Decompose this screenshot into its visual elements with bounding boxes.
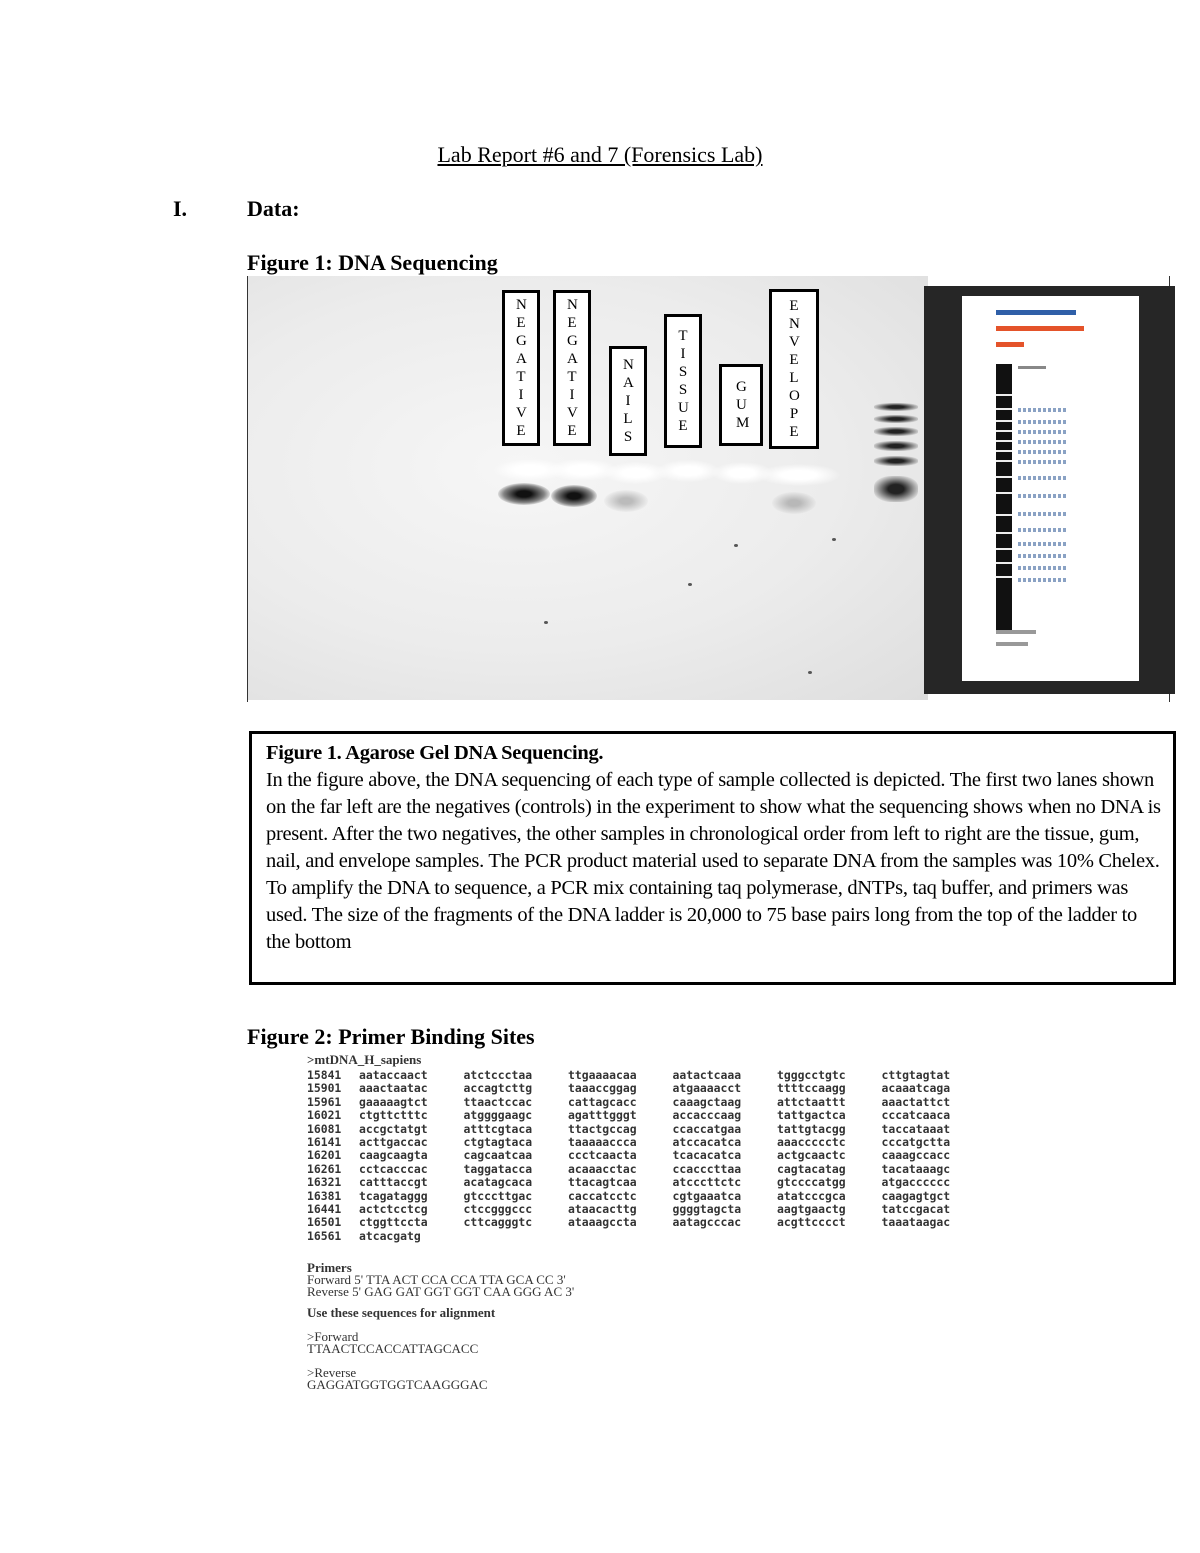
sequence-table [307,1069,1007,1243]
sequence-chunk: caaagctaag [672,1094,742,1109]
sequence-chunk: acaaatcaga [881,1081,951,1096]
sequence-chunk: tattgtacgg [777,1121,846,1136]
sequence-chunk: atggggaagc [463,1108,533,1123]
section-number: I. [173,196,188,221]
ladder-track-band [996,532,1012,534]
ladder-band [874,476,918,502]
sequence-chunk: taccataaat [881,1121,951,1136]
lane-label-negative-1 [502,290,540,446]
ladder-size-label [1018,408,1066,412]
sequence-chunk: caaagccacc [881,1148,951,1163]
sequence-position: 16321 [307,1175,342,1190]
ladder-band [874,403,918,411]
sequence-row [307,1082,1007,1095]
sequence-chunk: tacataaagc [881,1161,951,1176]
sequence-position: 16021 [307,1108,342,1123]
ladder-track-band [996,394,1012,396]
caption-title: Figure 1. Agarose Gel DNA Sequencing. [266,742,604,764]
gel-well [758,464,840,486]
sequence-chunk: gtccccatgg [777,1175,846,1190]
ladder-track-band [996,514,1012,516]
sequence-position: 16501 [307,1215,342,1230]
sequence-row [307,1123,1007,1136]
ladder-track-band [996,450,1012,452]
sequence-chunk: caagagtgct [881,1188,951,1203]
sequence-chunk: acgttcccct [777,1215,846,1230]
sequence-chunk: ataaagccta [568,1215,637,1230]
ladder-track-band [996,548,1012,550]
ladder-track-band [996,562,1012,564]
sequence-row [307,1069,1007,1082]
forward-primer: Forward 5' TTA ACT CCA CCA TTA GCA CC 3' [307,1272,566,1288]
sequence-chunk: ctgtagtaca [463,1135,533,1150]
sequence-chunk: cattagcacc [568,1094,637,1109]
ladder-track-band [996,576,1012,578]
sequence-header: >mtDNA_H_sapiens [307,1052,422,1067]
gel-band-envelope [772,492,816,514]
sequence-chunk: ttgaaaacaa [568,1068,637,1082]
primers-title: Primers [307,1260,352,1276]
sequence-chunk: ctgttctttc [359,1108,428,1123]
lane-label-text: NEGATIVE [567,297,578,439]
ladder-size-label [1018,420,1066,424]
ladder-size-label [1018,578,1066,582]
sequence-position: 16381 [307,1188,342,1203]
sequence-chunk: ccaccatgaa [672,1121,742,1136]
forward-sequence: TTAACTCCACCATTAGCACC [307,1341,479,1357]
ladder-card-footnote [996,642,1028,646]
sequence-chunk: atccacatca [672,1135,742,1150]
sequence-chunk: atcccttctc [672,1175,742,1190]
figure1-caption [249,731,1176,985]
sequence-chunk: tatccgacat [881,1202,951,1217]
sequence-row [307,1096,1007,1109]
gel-speck [832,538,836,541]
sequence-chunk: tattgactca [777,1108,846,1123]
ladder-size-label [1018,566,1066,570]
sequence-chunk: taaaccggag [568,1081,637,1096]
ladder-card-subtitle-line [996,326,1084,331]
sequence-chunk: cccatgctta [881,1135,951,1150]
sequence-chunk: catttaccgt [359,1175,428,1190]
sequence-chunk: caagcaagta [359,1148,428,1163]
sequence-chunk: ttaactccac [463,1094,533,1109]
sequence-position: 15901 [307,1081,342,1096]
sequence-chunk: cccatcaaca [881,1108,951,1123]
gel-speck [808,671,812,674]
lane-label-gum [719,364,763,446]
caption-body: In the figure above, the DNA sequencing of each type of sample collected is depicted. The first two lanes shown on the far left are the negatives (controls) in the experiment to show what the sequencing shows when no DNA is present. After the two negatives, the other samples in chronological order from left to right are the tissue, gum, nail, and envelope samples. The PCR product material used to separate DNA from the samples was 10% Chelex. To amplify the DNA to sequence, a PCR mix containing taq polymerase, dNTPs, taq buffer, and primers was used. The size of the fragments of the DNA ladder is 20,000 to 75 base pairs long from the top of the ladder to the bottom [266,769,1161,953]
ladder-track-band [996,440,1012,442]
sequence-chunk: aaaccccctc [777,1135,846,1150]
ladder-band [874,415,918,423]
forward-label: >Forward [307,1329,359,1345]
sequence-chunk [464,1230,569,1243]
gel-figure [247,276,1170,702]
sequence-chunk [568,1230,673,1243]
sequence-chunk: gaaaaagtct [359,1094,428,1109]
sequence-chunk: actctcctcg [359,1202,428,1217]
sequence-chunk: aaactattct [881,1094,951,1109]
sequence-chunk: acttgaccac [359,1135,428,1150]
dna-ladder-reference-panel [924,286,1175,694]
sequence-chunk: ctggttccta [359,1215,428,1230]
sequence-chunk: acatagcaca [463,1175,533,1190]
ladder-size-label [1018,512,1066,516]
primer-binding-figure [307,1052,1007,1391]
lane-label-text: GUM [736,379,750,431]
gel-speck [688,583,692,586]
sequence-chunk: atgacccccc [881,1175,951,1190]
ladder-card-label [1018,366,1046,369]
sequence-row [307,1230,1007,1243]
lane-label-text: TISSUE [678,328,689,434]
sequence-chunk: tcacacatca [672,1148,742,1163]
sequence-chunk: tcagataggg [359,1188,428,1203]
sequence-chunk [882,1230,987,1243]
ladder-size-label [1018,430,1066,434]
ladder-track [996,364,1012,634]
sequence-chunk: ttactgccag [568,1121,637,1136]
sequence-position: 16141 [307,1135,342,1150]
sequence-chunk: ggggtagcta [672,1202,742,1217]
sequence-row [307,1149,1007,1162]
figure1-heading: Figure 1: DNA Sequencing [247,250,498,275]
alignment-note: Use these sequences for alignment [307,1305,496,1321]
sequence-position: 15841 [307,1068,342,1082]
ladder-size-label [1018,494,1066,498]
sequence-chunk: cagtacatag [777,1161,846,1176]
sequence-row [307,1216,1007,1229]
sequence-chunk: ccctcaacta [568,1148,637,1163]
sequence-chunk: cttgtagtat [881,1068,951,1082]
document-title: Lab Report #6 and 7 (Forensics Lab) [437,142,763,167]
sequence-chunk: taaaaaccca [568,1135,637,1150]
sequence-chunk: aaactaatac [359,1081,428,1096]
sequence-chunk: aagtgaactg [777,1202,846,1217]
lane-label-text: NEGATIVE [516,297,527,439]
gel-speck [734,544,738,547]
ladder-card-footnote [996,630,1036,634]
sequence-chunk: tgggcctgtc [777,1068,846,1082]
sequence-chunk: ataacacttg [568,1202,637,1217]
sequence-row [307,1203,1007,1216]
reverse-primer: Reverse 5' GAG GAT GGT GGT CAA GGG AC 3' [307,1284,575,1300]
ladder-size-label [1018,440,1066,444]
ladder-size-label [1018,460,1066,464]
ladder-track-band [996,420,1012,422]
gel-image [248,276,928,700]
sequence-chunk: taggatacca [463,1161,533,1176]
ladder-card-title-line [996,310,1076,315]
ladder-track-band [996,476,1012,478]
sequence-chunk: ctccgggccc [463,1202,533,1217]
ladder-band [874,427,918,436]
sequence-position: 16081 [307,1121,342,1136]
lane-label-text: NAILS [623,357,634,445]
sequence-position: 16441 [307,1202,342,1217]
ladder-track-band [996,492,1012,494]
lane-label-text: ENVELOPE [789,298,800,440]
sequence-chunk: cttcagggtc [463,1215,533,1230]
sequence-position: 16561 [307,1228,342,1243]
ladder-size-label [1018,528,1066,532]
gel-well [656,460,720,482]
lane-label-envelope [769,289,819,449]
sequence-chunk: ttttccaagg [777,1081,846,1096]
ladder-size-label [1018,542,1066,546]
ladder-track-band [996,430,1012,432]
section-title: Data: [247,196,300,221]
sequence-chunk: acaaacctac [568,1161,637,1176]
sequence-chunk: ccacccttaa [672,1161,742,1176]
sequence-chunk: atttcgtaca [463,1121,533,1136]
figure2-heading: Figure 2: Primer Binding Sites [247,1024,535,1049]
sequence-chunk: aatagcccac [672,1215,742,1230]
sequence-chunk: actgcaactc [777,1148,846,1163]
sequence-chunk: ttacagtcaa [568,1175,637,1190]
sequence-chunk: atgaaaacct [672,1081,742,1096]
ladder-card-note-line [996,342,1024,347]
sequence-chunk: atatcccgca [777,1188,846,1203]
ladder-size-label [1018,554,1066,558]
ladder-band [874,441,918,451]
sequence-chunk: accagtcttg [463,1081,533,1096]
sequence-position: 16261 [307,1161,342,1176]
gel-band-nails [604,490,648,512]
sequence-chunk: cgtgaaatca [672,1188,742,1203]
sequence-chunk: gtcccttgac [463,1188,533,1203]
sequence-chunk: attctaattt [777,1094,846,1109]
lane-label-nails [609,346,647,456]
sequence-chunk: accgctatgt [359,1121,428,1136]
ladder-size-label [1018,476,1066,480]
sequence-row [307,1190,1007,1203]
reverse-sequence: GAGGATGGTGGTCAAGGGAC [307,1377,488,1393]
sequence-row [307,1109,1007,1122]
ladder-track-band [996,408,1012,410]
sequence-chunk: aatactcaaa [672,1068,742,1082]
sequence-chunk: atctccctaa [463,1068,533,1082]
ladder-band [874,456,918,466]
sequence-chunk: atcacgatg [359,1228,421,1243]
lane-label-tissue [664,314,702,448]
gel-band-negative-1 [498,483,550,505]
dna-ladder-reference-card [962,296,1139,681]
sequence-chunk: taaataagac [881,1215,951,1230]
sequence-position: 16201 [307,1148,342,1163]
ladder-track-band [996,460,1012,462]
sequence-row [307,1176,1007,1189]
sequence-row [307,1163,1007,1176]
sequence-chunk: agatttgggt [568,1108,637,1123]
sequence-chunk [673,1230,778,1243]
gel-band-negative-2 [551,485,597,507]
sequence-row [307,1136,1007,1149]
reverse-label: >Reverse [307,1365,357,1381]
gel-speck [544,621,548,624]
sequence-chunk: accacccaag [672,1108,742,1123]
lane-label-negative-2 [553,290,591,446]
ladder-size-label [1018,450,1066,454]
sequence-chunk: aataccaact [359,1068,428,1082]
sequence-chunk [777,1230,882,1243]
sequence-chunk: caccatcctc [568,1188,637,1203]
sequence-position: 15961 [307,1094,342,1109]
sequence-chunk: cagcaatcaa [463,1148,533,1163]
sequence-chunk: cctcacccac [359,1161,428,1176]
